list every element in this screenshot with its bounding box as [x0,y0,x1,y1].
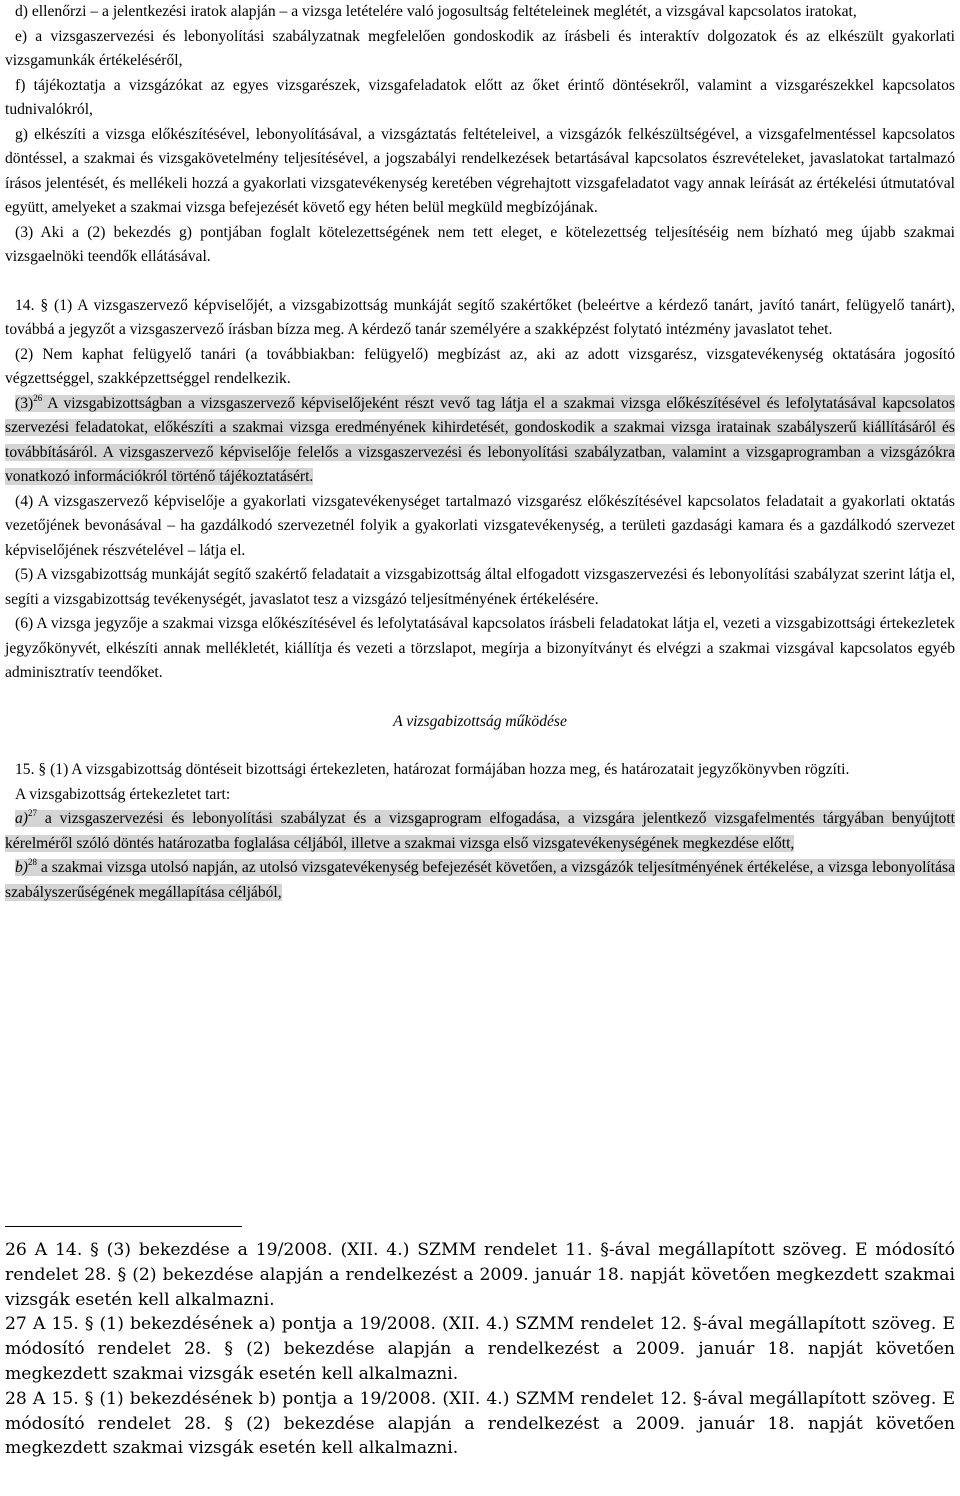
spacer [5,686,955,710]
section-14-3 [5,392,955,490]
paragraph-number: (3) [15,394,34,412]
footnote-ref-26[interactable]: 26 [33,392,43,403]
spacer [5,734,955,758]
point-f: f) tájékoztatja a vizsgázókat az egyes vizsgarészek, vizsgafeladatok előtt az őket érintő döntésekről, valamint a vizsgarészekkel kapcsolatos tudnivalókról, [5,76,955,118]
section-14-6: (6) A vizsga jegyzője a szakmai vizsga előkészítésével és lefolytatásával kapcsolatos írásbeli feladatokat látja el, vezeti a vizsgabizottsági értekezletek jegyzőkönyvét, elkészíti annak mellékletét, kiállítja és vezeti a törzslapot, megírja a bizonyítványt és elvégzi a szakmai vizsgával kapcsolatos egyéb adminisztratív teendőket. [5,615,955,681]
section-14-5: (5) A vizsgabizottság munkáját segítő szakértő feladatait a vizsgabizottság által elfogadott vizsgaszervezési és lebonyolítási szabályzat szerint látja el, segíti a vizsgabizottság tevékenységét, javaslatot tesz a vizsgázó teljesítményének értékelésére. [5,566,955,608]
point-letter: b) [15,859,28,876]
section-15-intro: A vizsgabizottság értekezletet tart: [15,785,231,803]
footnotes [5,1238,955,1461]
section-14-2: (2) Nem kaphat felügyelő tanári (a továbbiakban: felügyelő) megbízást az, aki az adott vizsgarész, vizsgatevékenység oktatására jogosító végzettséggel, szakképzettséggel rendelkezik. [5,345,955,387]
amended-text-highlight [5,859,955,901]
footnote-ref-27[interactable]: 27 [28,808,37,818]
point-letter: a) [15,810,28,827]
section-14-1: 14. § (1) A vizsgaszervező képviselőjét, a vizsgabizottság munkáját segítő szakértőket (beleértve a kérdező tanárt, javító tanárt, felügyelő tanárt), továbbá a jegyzőt a vizsgaszervező írásban bízza meg. A kérdező tanár személyére a szakképzést folytató intézmény javaslatot tehet. [5,296,955,338]
footnote-separator [5,1226,242,1227]
paragraph-3: (3) Aki a (2) bekezdés g) pontjában foglalt kötelezettségének nem tett eleget, e kötelezettség teljesítéséig nem bízható meg újabb szakmai vizsgaelnöki teendők ellátásával. [5,223,955,265]
section-15-point-b [5,856,955,905]
footnote-ref-28[interactable]: 28 [28,857,37,867]
amended-text: a vizsgaszervezési és lebonyolítási szabályzat és a vizsgaprogram elfogadása, a vizsgára jelentkező vizsgafelmentés tárgyában benyújtott kérelméről szóló döntés határozatba foglalása céljából, illetve a szakmai vizsga első vizsgatevékenységének megkezdése előtt, [5,810,955,852]
amended-text-highlight [5,810,955,852]
section-heading: A vizsgabizottság működése [393,712,567,730]
amended-text: a szakmai vizsga utolsó napján, az utolsó vizsgatevékenység befejezését követően, a vizsgázók teljesítményének értékelése, a vizsga lebonyolítása szabályszerűségének megállapítása céljából, [5,859,955,901]
point-e: e) a vizsgaszervezési és lebonyolítási szabályzatnak megfelelően gondoskodik az írásbeli és interaktív dolgozatok és az elkészült gyakorlati vizsgamunkák értékeléséről, [5,27,955,69]
section-15-1: 15. § (1) A vizsgabizottság döntéseit bizottsági értekezleten, határozat formájában hozza meg, és határozatait jegyzőkönyvben rögzíti. [15,761,850,778]
point-d: d) ellenőrzi – a jelentkezési iratok alapján – a vizsga letételére való jogosultság feltételeinek meglétét, a vizsgával kapcsolatos iratokat, [15,3,857,20]
document-body [5,0,955,905]
footnote-26: 26 A 14. § (3) bekezdése a 19/2008. (XII. 4.) SZMM rendelet 11. §-ával megállapított szöveg. E módosító rendelet 28. § (2) bekezdése alapján a rendelkezést a 2009. január 18. napját követően megkezdett szakmai vizsgák esetén kell alkalmazni. [5,1240,955,1310]
section-15-point-a [5,807,955,856]
amended-text-highlight [5,392,955,486]
amended-text: A vizsgabizottságban a vizsgaszervező képviselőjeként részt vevő tag látja el a szakmai vizsga előkészítésével és lefolytatásával kapcsolatos szervezési feladatokat, előkészíti a szakmai vizsga eredményének kihirdetését, gondoskodik a szakmai vizsga iratainak szabályszerű kiállításáról és továbbításáról. A vizsgaszervező képviselője felelős a vizsgaszervezési és lebonyolítási szabályzatban, valamint a vizsgaprogramban a vizsgázókra vonatkozó információkról történő tájékoztatásért. [5,394,955,485]
section-14-4: (4) A vizsgaszervező képviselője a gyakorlati vizsgatevékenységet tartalmazó vizsgarész előkészítésével kapcsolatos feladatait a gyakorlati oktatás vezetőjének bevonásával – ha gazdálkodó szervezetnél folyik a gyakorlati vizsgatevékenység, a területi gazdasági kamara és a gazdálkodó szervezet képviselőjének részvételével – látja el. [5,492,955,559]
point-g: g) elkészíti a vizsga előkészítésével, lebonyolításával, a vizsgáztatás feltételeivel, a vizsgázók felkészültségével, a vizsgafelmentéssel kapcsolatos döntéssel, a szakmai és vizsgakövetelmény teljesítésével, a jogszabályi rendelkezések betartásával kapcsolatos észrevételeket, javaslatokat tartalmazó írásos jelentését, és mellékeli hozzá a gyakorlati vizsgatevékenység keretében végrehajtott vizsgafeladatot vagy annak leírását az értékelési útmutatóval együtt, amelyeket a szakmai vizsga befejezését követő egy héten belül megküld megbízójának. [5,125,955,216]
footnote-27: 27 A 15. § (1) bekezdésének a) pontja a 19/2008. (XII. 4.) SZMM rendelet 12. §-ával megállapított szöveg. E módosító rendelet 28. § (2) bekezdése alapján a rendelkezést a 2009. január 18. napját követően megkezdett szakmai vizsgák esetén kell alkalmazni. [5,1314,955,1384]
spacer [5,270,955,294]
footnote-28: 28 A 15. § (1) bekezdésének b) pontja a 19/2008. (XII. 4.) SZMM rendelet 12. §-ával megállapított szöveg. E módosító rendelet 28. § (2) bekezdése alapján a rendelkezést a 2009. január 18. napját követően megkezdett szakmai vizsgák esetén kell alkalmazni. [5,1388,955,1459]
